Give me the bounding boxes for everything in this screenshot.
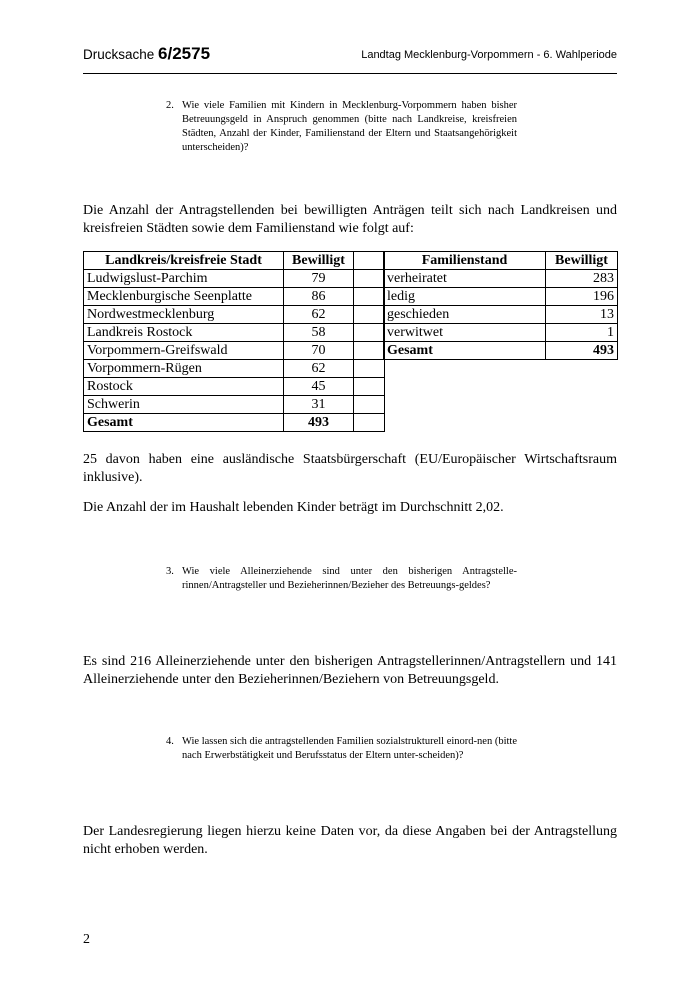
cell-district: Rostock [84, 378, 284, 396]
cell-spacer [354, 360, 385, 378]
table-header-row [84, 252, 385, 270]
cell-status: ledig [384, 288, 546, 306]
cell-spacer [354, 270, 385, 288]
cell-status: verheiratet [384, 270, 546, 288]
cell-value: 70 [284, 342, 354, 360]
cell-value: 283 [546, 270, 618, 288]
paragraph-average-children: Die Anzahl der im Haushalt lebenden Kinder beträgt im Durchschnitt 2,02. [83, 500, 504, 515]
drucksache-number: 6/2575 [158, 44, 211, 63]
table-row [84, 306, 385, 324]
cell-total-label: Gesamt [384, 342, 546, 360]
cell-value: 1 [546, 324, 618, 342]
question-text: Wie lassen sich die antragstellenden Familien sozialstrukturell einord-nen (bitte nach Erwerbstätigkeit und Berufsstatus der Eltern unter-scheiden)? [182, 736, 517, 761]
cell-status: geschieden [384, 306, 546, 324]
document-number [83, 44, 210, 64]
cell-district: Landkreis Rostock [84, 324, 284, 342]
column-header-approved: Bewilligt [284, 252, 354, 270]
table-row [384, 306, 618, 324]
header-parliament: Landtag Mecklenburg-Vorpommern - 6. Wahlperiode [361, 49, 617, 61]
cell-value: 196 [546, 288, 618, 306]
cell-spacer [354, 306, 385, 324]
question-2 [166, 99, 517, 155]
cell-total-value: 493 [546, 342, 618, 360]
table-row [84, 324, 385, 342]
table-row [384, 270, 618, 288]
cell-spacer [354, 378, 385, 396]
answer-3: Es sind 216 Alleinerziehende unter den bisherigen Antragstellerinnen/Antragstellern und 141 Alleinerziehende unter den Bezieherinnen/Beziehern von Betreuungsgeld. [83, 654, 617, 687]
table-total-row [84, 414, 385, 432]
table-row [384, 288, 618, 306]
answer-4: Der Landesregierung liegen hierzu keine Daten vor, da diese Angaben bei der Antragstellung nicht erhoben werden. [83, 824, 617, 857]
question-text: Wie viele Familien mit Kindern in Mecklenburg-Vorpommern haben bisher Betreuungsgeld in Anspruch genommen (bitte nach Landkreise, kreisfreien Städten, Anzahl der Kinder, Familienstand der Eltern und Staatsangehörigkeit unterscheiden)? [182, 100, 517, 153]
cell-value: 62 [284, 360, 354, 378]
cell-spacer [354, 414, 385, 432]
district-table [83, 251, 385, 432]
cell-spacer [354, 324, 385, 342]
cell-district: Nordwestmecklenburg [84, 306, 284, 324]
answer-intro: Die Anzahl der Antragstellenden bei bewilligten Anträgen teilt sich nach Landkreisen und kreisfreien Städten sowie dem Familienstand wie folgt auf: [83, 203, 617, 236]
cell-district: Schwerin [84, 396, 284, 414]
header-rule [83, 73, 617, 74]
table-row [84, 396, 385, 414]
question-text: Wie viele Alleinerziehende sind unter den bisherigen Antragstelle-rinnen/Antragsteller und Bezieherinnen/Bezieher des Betreuungs-geldes? [182, 566, 517, 591]
table-row [384, 324, 618, 342]
cell-district: Ludwigslust-Parchim [84, 270, 284, 288]
cell-district: Mecklenburgische Seenplatte [84, 288, 284, 306]
cell-value: 86 [284, 288, 354, 306]
column-header-marital-status: Familienstand [384, 252, 546, 270]
question-number: 4. [166, 736, 174, 747]
marital-status-table [383, 251, 618, 360]
column-header-district: Landkreis/kreisfreie Stadt [84, 252, 284, 270]
cell-district: Vorpommern-Rügen [84, 360, 284, 378]
cell-value: 45 [284, 378, 354, 396]
cell-value: 31 [284, 396, 354, 414]
table-row [84, 288, 385, 306]
table-row [84, 270, 385, 288]
cell-total-value: 493 [284, 414, 354, 432]
column-header-approved: Bewilligt [546, 252, 618, 270]
question-4 [166, 735, 517, 763]
cell-spacer [354, 342, 385, 360]
cell-spacer [354, 288, 385, 306]
table-row [84, 360, 385, 378]
document-prefix: Drucksache [83, 47, 159, 62]
question-number: 2. [166, 100, 174, 111]
column-spacer [354, 252, 385, 270]
question-number: 3. [166, 566, 174, 577]
page-number: 2 [83, 932, 90, 947]
cell-value: 79 [284, 270, 354, 288]
table-row [84, 342, 385, 360]
cell-spacer [354, 396, 385, 414]
question-3 [166, 565, 517, 593]
table-header-row [384, 252, 618, 270]
table-total-row [384, 342, 618, 360]
table-row [84, 378, 385, 396]
cell-value: 58 [284, 324, 354, 342]
cell-status: verwitwet [384, 324, 546, 342]
cell-value: 13 [546, 306, 618, 324]
cell-value: 62 [284, 306, 354, 324]
cell-district: Vorpommern-Greifswald [84, 342, 284, 360]
paragraph-foreign-citizenship: 25 davon haben eine ausländische Staatsbürgerschaft (EU/Europäischer Wirtschaftsraum inklusive). [83, 452, 617, 485]
cell-total-label: Gesamt [84, 414, 284, 432]
